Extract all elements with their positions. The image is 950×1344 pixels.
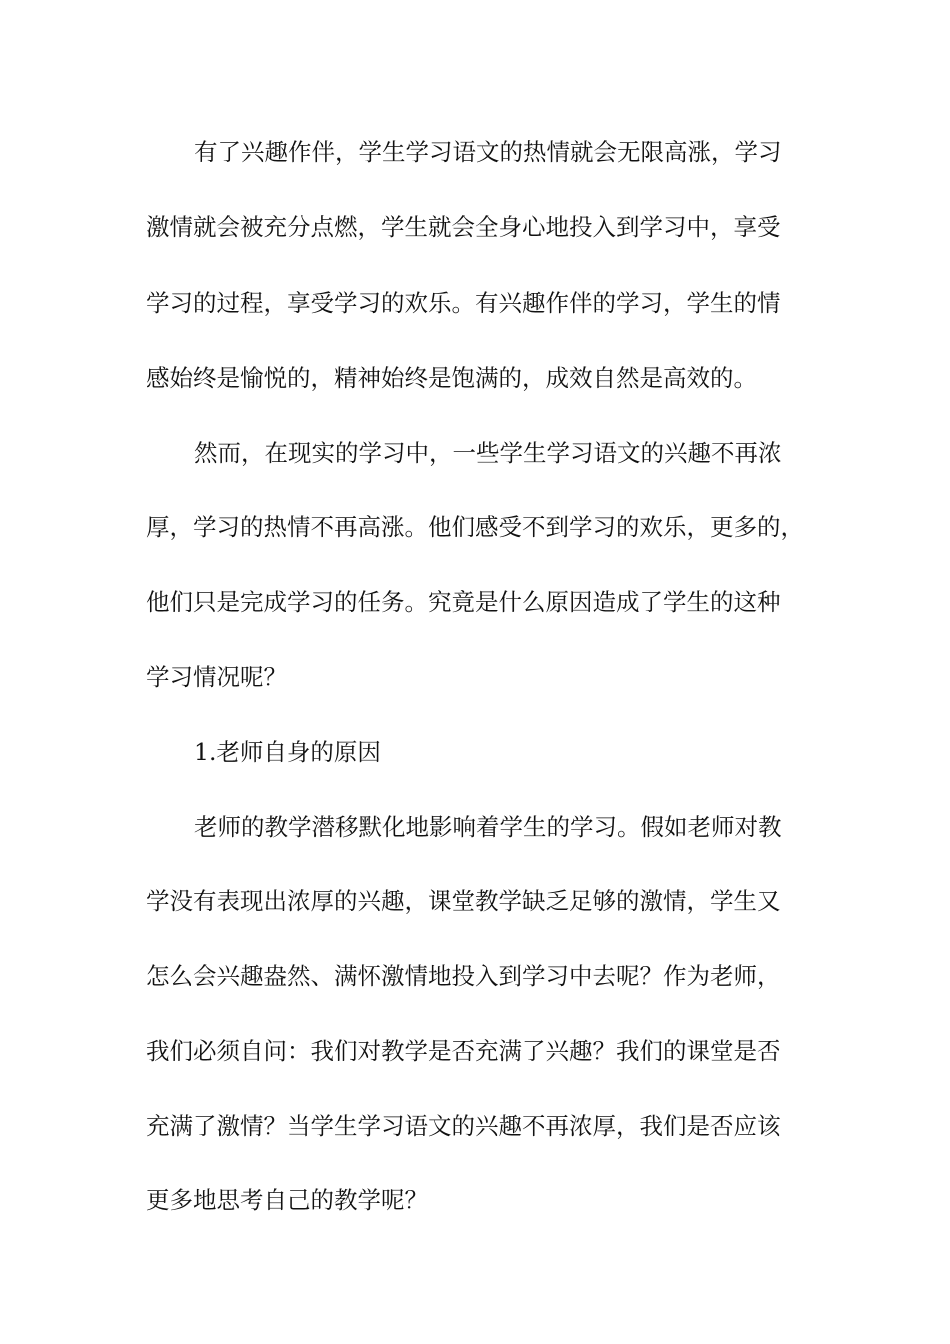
paragraph-1-line-3: 学习的过程，享受学习的欢乐。有兴趣作伴的学习，学生的情 bbox=[146, 289, 781, 317]
paragraph-1-line-4: 感始终是愉悦的，精神始终是饱满的，成效自然是高效的。 bbox=[146, 364, 757, 392]
paragraph-1-line-1: 有了兴趣作伴，学生学习语文的热情就会无限高涨，学习 bbox=[194, 138, 782, 166]
section-heading: 1.老师自身的原因 bbox=[194, 738, 381, 766]
paragraph-2-line-4: 学习情况呢？ bbox=[146, 663, 287, 691]
paragraph-1-line-2: 激情就会被充分点燃，学生就会全身心地投入到学习中，享受 bbox=[146, 213, 781, 241]
paragraph-3-line-2: 学没有表现出浓厚的兴趣，课堂教学缺乏足够的激情，学生又 bbox=[146, 887, 781, 915]
paragraph-3-line-3: 怎么会兴趣盎然、满怀激情地投入到学习中去呢？作为老师， bbox=[146, 962, 781, 990]
paragraph-3-line-6: 更多地思考自己的教学呢？ bbox=[146, 1186, 428, 1214]
paragraph-2-line-1: 然而，在现实的学习中，一些学生学习语文的兴趣不再浓 bbox=[194, 439, 782, 467]
paragraph-3-line-4: 我们必须自问：我们对教学是否充满了兴趣？我们的课堂是否 bbox=[146, 1037, 781, 1065]
paragraph-3-line-5: 充满了激情？当学生学习语文的兴趣不再浓厚，我们是否应该 bbox=[146, 1112, 781, 1140]
paragraph-2-line-3: 他们只是完成学习的任务。究竟是什么原因造成了学生的这种 bbox=[146, 588, 781, 616]
paragraph-3-line-1: 老师的教学潜移默化地影响着学生的学习。假如老师对教 bbox=[194, 813, 782, 841]
paragraph-2-line-2: 厚，学习的热情不再高涨。他们感受不到学习的欢乐，更多的， bbox=[146, 513, 804, 541]
